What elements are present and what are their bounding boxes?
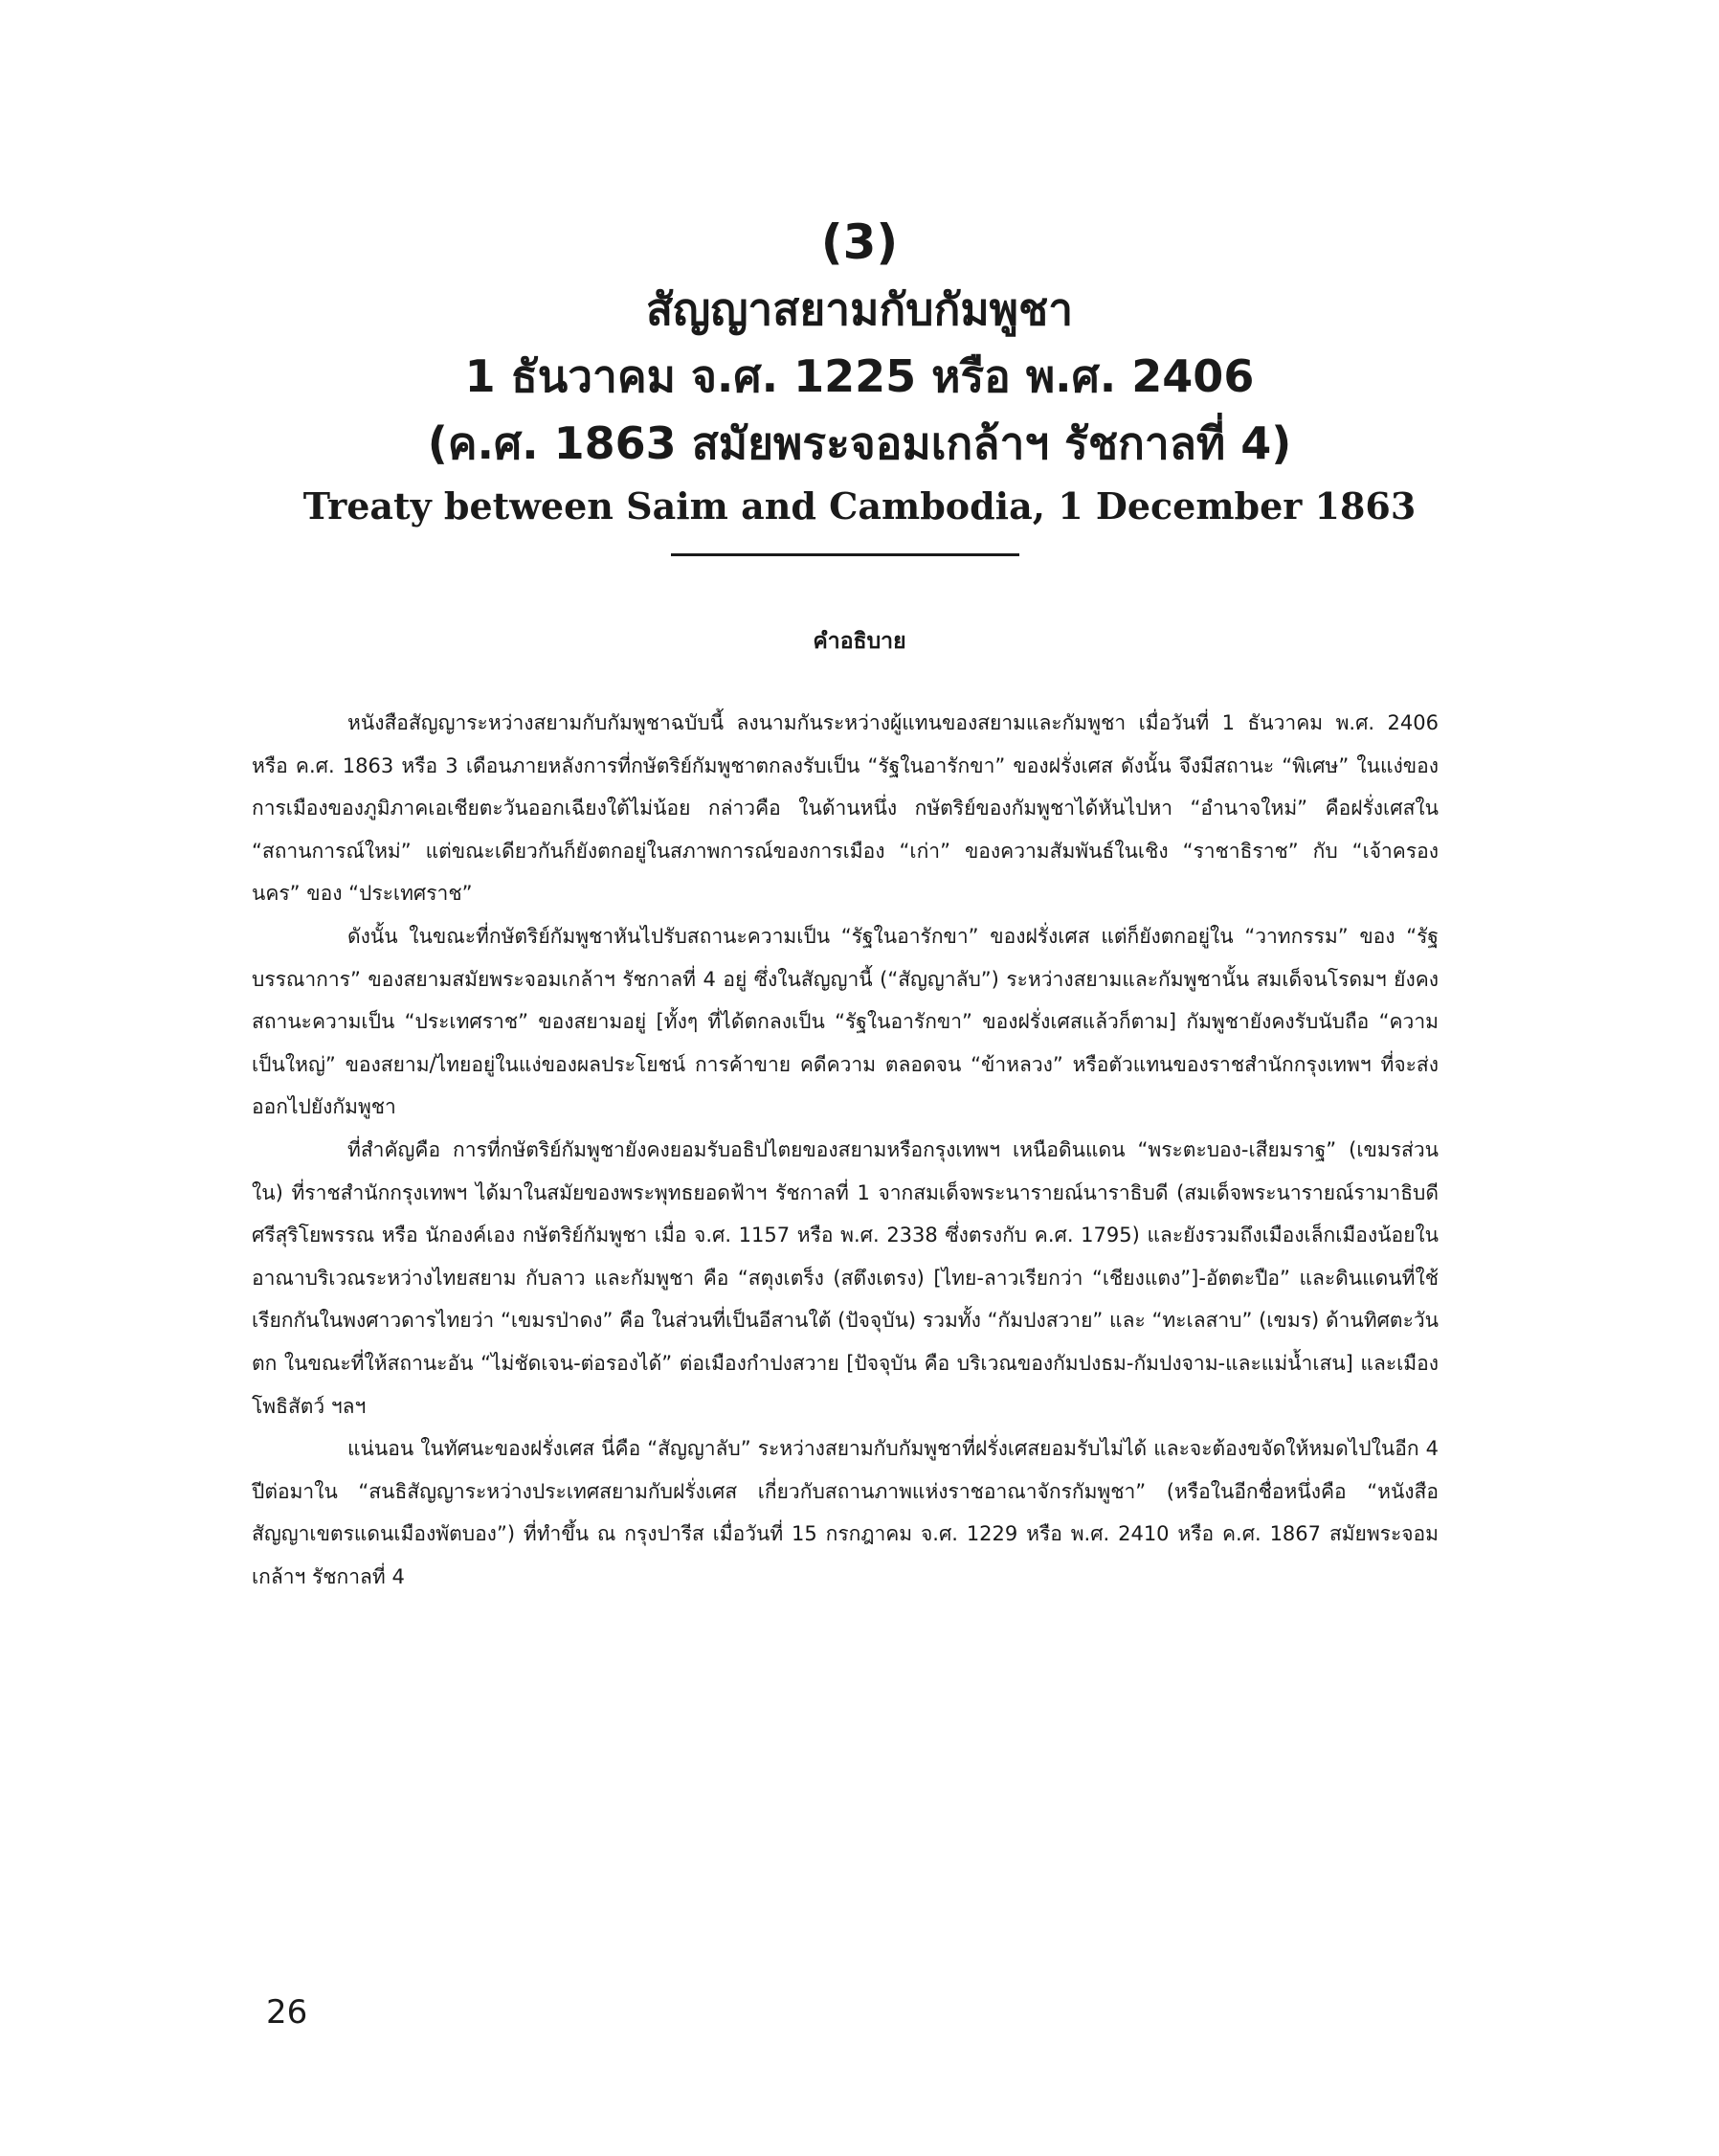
heading-divider — [671, 553, 1019, 556]
paragraph-1: หนังสือสัญญาระหว่างสยามกับกัมพูชาฉบับนี้ ลงนามกันระหว่างผู้แทนของสยามและกัมพูชา เมื่อวันที่ 1 ธันวาคม พ.ศ. 2406 หรือ ค.ศ. 1863 หรือ 3 เดือนภายหลังการที่กษัตริย์กัมพูชาตกลงรับเป็น “รัฐในอารักขา” ของฝรั่งเศส ดังนั้น จึงมีสถานะ “พิเศษ” ในแง่ของการเมืองของภูมิภาคเอเชียตะวันออกเฉียงใต้ไม่น้อย กล่าวคือ ในด้านหนึ่ง กษัตริย์ของกัมพูชาได้หันไปหา “อำนาจใหม่” คือฝรั่งเศสใน “สถานการณ์ใหม่” แต่ขณะเดียวกันก็ยังตกอยู่ในสภาพการณ์ของการเมือง “เก่า” ของความสัมพันธ์ในเชิง “ราชาธิราช” กับ “เจ้าครองนคร” ของ “ประเทศราช” — [252, 711, 1439, 906]
section-title: คำอธิบาย — [813, 629, 906, 654]
paragraph-4: แน่นอน ในทัศนะของฝรั่งเศส นี่คือ “สัญญาลับ” ระหว่างสยามกับกัมพูชาที่ฝรั่งเศสยอมรับไม่ได้ และจะต้องขจัดให้หมดไปในอีก 4 ปีต่อมาใน “สนธิสัญญาระหว่างประเทศสยามกับฝรั่งเศส เกี่ยวกับสถานภาพแห่งราชอาณาจักรกัมพูชา” (หรือในอีกชื่อหนึ่งคือ “หนังสือสัญญาเขตรแดนเมืองพัตบอง”) ที่ทำขึ้น ณ กรุงปารีส เมื่อวันที่ 15 กรกฎาคม จ.ศ. 1229 หรือ พ.ศ. 2410 หรือ ค.ศ. 1867 สมัยพระจอมเกล้าฯ รัชกาลที่ 4 — [252, 1437, 1439, 1588]
chapter-title-line-3: (ค.ศ. 1863 สมัยพระจอมเกล้าฯ รัชกาลที่ 4) — [427, 417, 1292, 469]
chapter-title-line-1: สัญญาสยามกับกัมพูชา — [645, 283, 1074, 335]
chapter-number: (3) — [820, 214, 899, 270]
body-text — [252, 702, 1439, 1598]
paragraph-3: ที่สำคัญคือ การที่กษัตริย์กัมพูชายังคงยอมรับอธิปไตยของสยามหรือกรุงเทพฯ เหนือดินแดน “พระตะบอง-เสียมราฐ” (เขมรส่วนใน) ที่ราชสำนักกรุงเทพฯ ได้มาในสมัยของพระพุทธยอดฟ้าฯ รัชกาลที่ 1 จากสมเด็จพระนารายณ์นาราธิบดี (สมเด็จพระนารายณ์รามาธิบดีศรีสุริโยพรรณ หรือ นักองค์เอง กษัตริย์กัมพูชา เมื่อ จ.ศ. 1157 หรือ พ.ศ. 2338 ซึ่งตรงกับ ค.ศ. 1795) และยังรวมถึงเมืองเล็กเมืองน้อยในอาณาบริเวณระหว่างไทยสยาม กับลาว และกัมพูชา คือ “สตุงเตร็ง (สตึงเตรง) [ไทย-ลาวเรียกว่า “เชียงแตง”]-อัตตะปือ” และดินแดนที่ใช้เรียกกันในพงศาวดารไทยว่า “เขมรป่าดง” คือ ในส่วนที่เป็นอีสานใต้ (ปัจจุบัน) รวมทั้ง “กัมปงสวาย” และ “ทะเลสาบ” (เขมร) ด้านทิศตะวันตก ในขณะที่ให้สถานะอัน “ไม่ชัดเจน-ต่อรองได้” ต่อเมืองกำปงสวาย [ปัจจุบัน คือ บริเวณของกัมปงธม-กัมปงจาม-และแม่น้ำเสน] และเมืองโพธิสัตว์ ฯลฯ — [252, 1137, 1439, 1418]
chapter-title-english: Treaty between Saim and Cambodia, 1 December 1863 — [302, 484, 1417, 528]
chapter-title-line-2: 1 ธันวาคม จ.ศ. 1225 หรือ พ.ศ. 2406 — [464, 350, 1255, 402]
chapter-heading — [0, 209, 1719, 536]
page-number: 26 — [266, 1993, 308, 2032]
paragraph-2: ดังนั้น ในขณะที่กษัตริย์กัมพูชาหันไปรับสถานะความเป็น “รัฐในอารักขา” ของฝรั่งเศส แต่ก็ยังตกอยู่ใน “วาทกรรม” ของ “รัฐบรรณาการ” ของสยามสมัยพระจอมเกล้าฯ รัชกาลที่ 4 อยู่ ซึ่งในสัญญานี้ (“สัญญาลับ”) ระหว่างสยามและกัมพูชานั้น สมเด็จนโรดมฯ ยังคงสถานะความเป็น “ประเทศราช” ของสยามอยู่ [ทั้งๆ ที่ได้ตกลงเป็น “รัฐในอารักขา” ของฝรั่งเศสแล้วก็ตาม] กัมพูชายังคงรับนับถือ “ความเป็นใหญ่” ของสยาม/ไทยอยู่ในแง่ของผลประโยชน์ การค้าขาย คดีความ ตลอดจน “ข้าหลวง” หรือตัวแทนของราชสำนักกรุงเทพฯ ที่จะส่งออกไปยังกัมพูชา — [252, 924, 1439, 1119]
